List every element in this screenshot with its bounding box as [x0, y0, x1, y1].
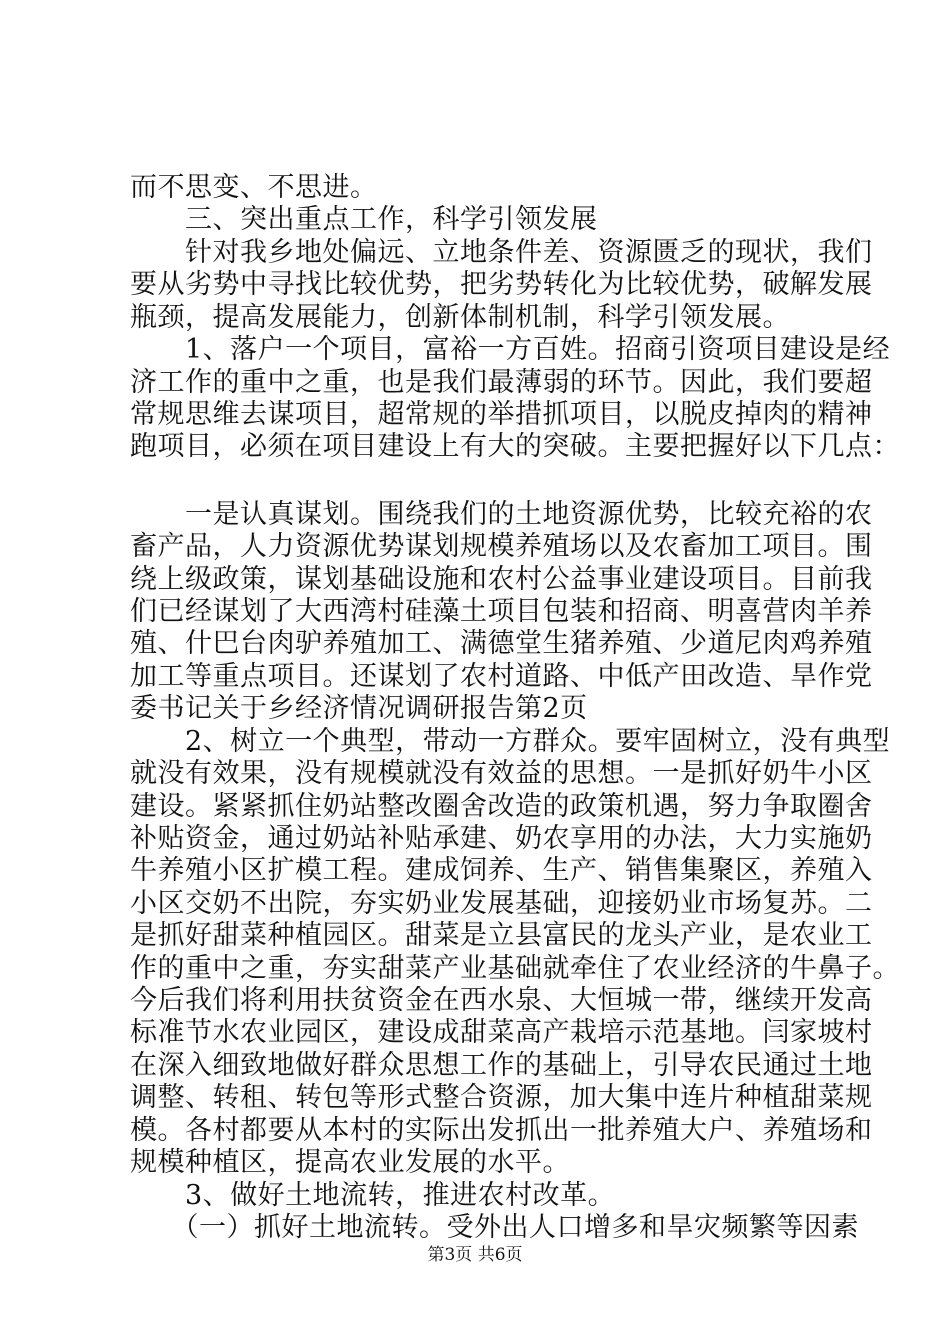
text-line: （一）抓好土地流转。受外出人口增多和旱灾频繁等因素	[130, 1212, 859, 1243]
text-line: 3、做好土地流转，推进农村改革。	[130, 1180, 616, 1211]
text-line: 标准节水农业园区，建设成甜菜高产栽培示范基地。闫家坡村	[130, 1017, 873, 1048]
text-line: 常规思维去谋项目，超常规的举措抓项目，以脱皮掉肉的精神	[130, 399, 873, 430]
text-line: 是抓好甜菜种植园区。甜菜是立县富民的龙头产业，是农业工	[130, 920, 873, 951]
text-line: 2、树立一个典型，带动一方群众。要牢固树立，没有典型	[130, 726, 891, 757]
text-line: 小区交奶不出院，夯实奶业发展基础，迎接奶业市场复苏。二	[130, 888, 873, 919]
text-line: 们已经谋划了大西湾村硅藻土项目包装和招商、明喜营肉羊养	[130, 596, 873, 627]
text-line: 调整、转租、转包等形式整合资源，加大集中连片种植甜菜规	[130, 1082, 873, 1113]
text-line: 一是认真谋划。围绕我们的土地资源优势，比较充裕的农	[130, 499, 873, 530]
text-line: 委书记关于乡经济情况调研报告第2页	[130, 693, 588, 724]
text-line: 补贴资金，通过奶站补贴承建、奶农享用的办法，大力实施奶	[130, 823, 873, 854]
text-line: 殖、什巴台肉驴养殖加工、满德堂生猪养殖、少道尼肉鸡养殖	[130, 628, 873, 659]
text-line: 牛养殖小区扩模工程。建成饲养、生产、销售集聚区，养殖入	[130, 855, 873, 886]
text-line: 而不思变、不思进。	[130, 172, 378, 203]
text-line: 瓶颈，提高发展能力，创新体制机制，科学引领发展。	[130, 302, 790, 333]
text-line: 建设。紧紧抓住奶站整改圈舍改造的政策机遇，努力争取圈舍	[130, 791, 873, 822]
text-line: 绕上级政策，谋划基础设施和农村公益事业建设项目。目前我	[130, 564, 873, 595]
text-line: 济工作的重中之重，也是我们最薄弱的环节。因此，我们要超	[130, 367, 873, 398]
page-footer: 第3页 共6页	[427, 1245, 523, 1265]
text-line: 在深入细致地做好群众思想工作的基础上，引导农民通过土地	[130, 1050, 873, 1081]
text-line: 模。各村都要从本村的实际出发抓出一批养殖大户、养殖场和	[130, 1115, 873, 1146]
text-line: 畜产品，人力资源优势谋划规模养殖场以及农畜加工项目。围	[130, 531, 873, 562]
text-line: 就没有效果，没有规模就没有效益的思想。一是抓好奶牛小区	[130, 758, 873, 789]
text-line: 跑项目，必须在项目建设上有大的突破。主要把握好以下几点：	[130, 431, 900, 462]
text-line: 作的重中之重，夯实甜菜产业基础就牵住了农业经济的牛鼻子。	[130, 953, 900, 984]
text-line: 加工等重点项目。还谋划了农村道路、中低产田改造、旱作党	[130, 661, 873, 692]
text-line: 1、落户一个项目，富裕一方百姓。招商引资项目建设是经	[130, 334, 891, 365]
text-line: 规模种植区，提高农业发展的水平。	[130, 1147, 570, 1178]
text-line: 针对我乡地处偏远、立地条件差、资源匮乏的现状，我们	[130, 237, 873, 268]
text-line: 今后我们将利用扶贫资金在西水泉、大恒城一带，继续开发高	[130, 985, 873, 1016]
text-line: 要从劣势中寻找比较优势，把劣势转化为比较优势，破解发展	[130, 269, 873, 300]
section-heading: 三、突出重点工作，科学引领发展	[130, 204, 598, 235]
